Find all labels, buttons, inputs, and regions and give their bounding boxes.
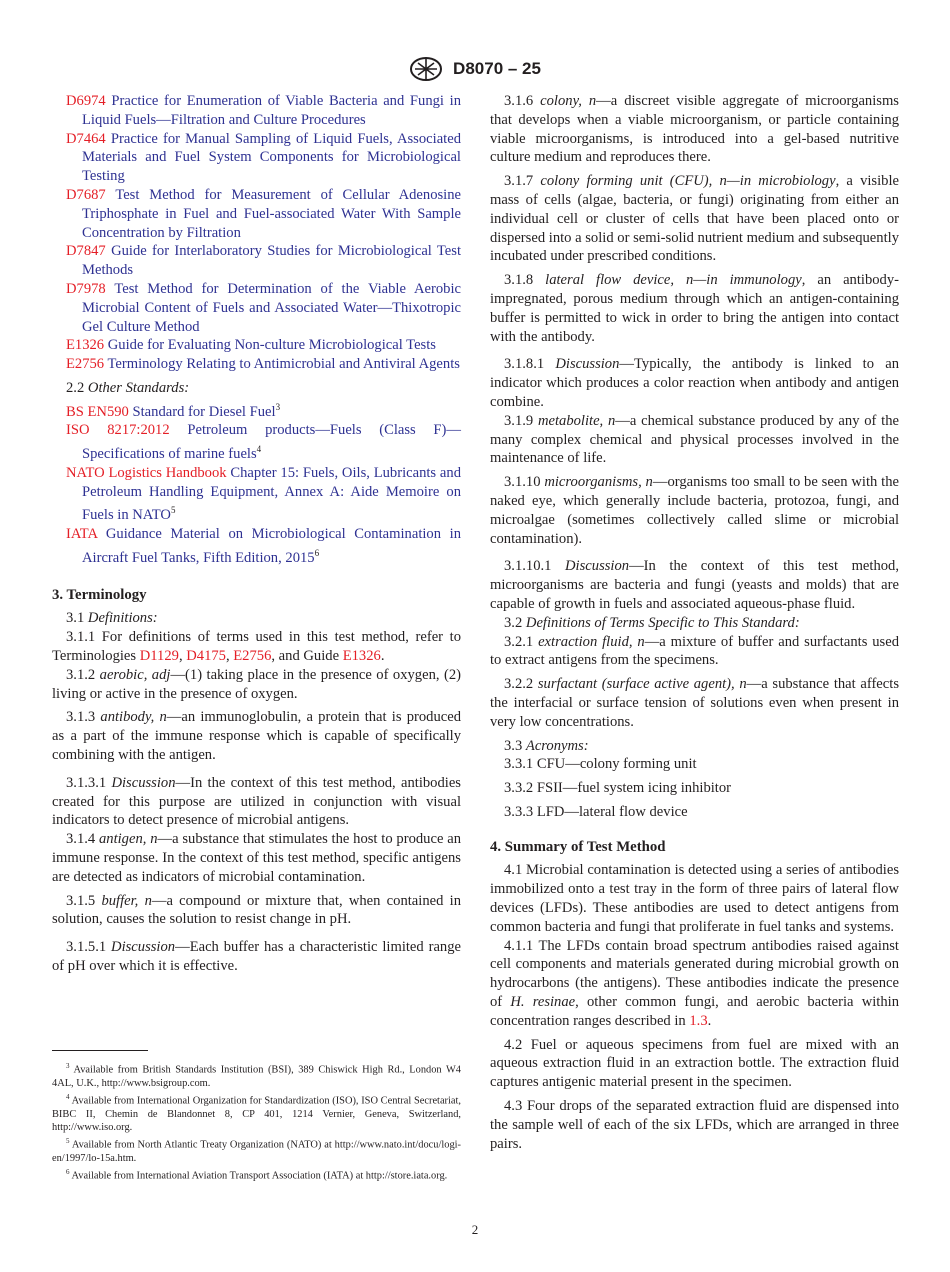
document-designation: D8070 – 25 — [453, 59, 541, 78]
footnote-marker[interactable]: 4 — [256, 444, 262, 455]
reference-code-link[interactable]: D7978 — [66, 280, 106, 297]
section-4-1-1: 4.1.1 The LFDs contain broad spectrum antibodies raised against cell components and materials generated during microbial growth on hydrocarbons (the antigens). These antibodies indicate the presence of H. resinae, other common fungi, and aerobic bacteria within concentration ranges described in 1.3. — [490, 937, 900, 1029]
reference-item — [52, 92, 461, 130]
section-3-1-5-1: 3.1.5.1 Discussion—Each buffer has a characteristic limited range of pH over which it is effective. — [52, 939, 461, 974]
section-3-2-1: 3.2.1 extraction fluid, n—a mixture of buffer and surfactants used to extract antigens from the specimens. — [490, 633, 899, 669]
footnote-number: 4 — [66, 1092, 70, 1101]
ref-link-e2756[interactable]: E2756 — [233, 647, 272, 664]
ref-link-1-3[interactable]: 1.3 — [689, 1012, 708, 1029]
section-3-1-5: 3.1.5 buffer, n—a compound or mixture that, when contained in solution, causes the solution to resist change in pH. — [52, 892, 461, 928]
page-number: 2 — [471, 1222, 479, 1237]
reference-code-link[interactable]: BS EN590 — [66, 403, 129, 420]
footnote-number: 3 — [66, 1062, 70, 1070]
footnote-number: 5 — [66, 1136, 70, 1145]
footnote-number: 6 — [66, 1167, 70, 1176]
astm-logo-icon — [409, 56, 443, 82]
footnote-marker[interactable]: 3 — [275, 401, 281, 412]
footnote-divider — [52, 1050, 148, 1051]
section-4-1: 4.1 Microbial contamination is detected using a series of antibodies immobilized onto a test tray in the form of three pairs of lateral flow devices (LFDs). These antibodies are used to detect antigens from common bacteria and fungi that proliferate in fuel tanks and systems. — [490, 862, 899, 935]
footnote-item — [52, 1166, 461, 1183]
reference-title-link[interactable]: Standard for Diesel Fuel — [132, 403, 276, 420]
section-3-1-6: 3.1.6 colony, n—a discreet visible aggregate of microorganisms that develops when a viable microorganism, or particle containing viable microorganisms, is introduced into a gel-based nutritive culture medium and reproduces there. — [490, 93, 899, 166]
footnote-text: Available from North Atlantic Treaty Organization (NATO) at http://www.nato.int/docu/logi-en/1997/lo-15a.htm. — [52, 1139, 461, 1164]
reference-item — [52, 280, 461, 336]
section-3-3: 3.3 Acronyms: — [504, 737, 589, 754]
section-3-1-1: 3.1.1 For definitions of terms used in this test method, refer to Terminologies D1129, D4175, E2756, and Guide E1326. — [52, 629, 461, 664]
section-3-3-2: 3.3.2 FSII—fuel system icing inhibitor — [504, 780, 732, 797]
section-3-1-3-1: 3.1.3.1 Discussion—In the context of this test method, antibodies created for this purpose are utilized in conjunction with visual indicators to detect presence of microbial antigens. — [52, 774, 461, 829]
reference-code-link[interactable]: E1326 — [66, 337, 105, 354]
section-3-1-10: 3.1.10 microorganisms, n—organisms too small to be seen with the naked eye, which generally include bacteria, protozoa, fungi, and microalgae (sometimes collectively called slime or microbial contamination). — [490, 474, 899, 547]
reference-title-link[interactable]: Chapter 15: Fuels, Oils, Lubricants and Petroleum Handling Equipment, Annex A: Aide Memoire on Fuels in NATO — [82, 464, 461, 524]
reference-code-link[interactable]: IATA — [66, 526, 98, 543]
reference-title-link[interactable]: Guide for Interlaboratory Studies for Microbiological Test Methods — [82, 243, 462, 279]
reference-title-link[interactable]: Petroleum products—Fuels (Class F)—Specifications of marine fuels — [82, 422, 462, 463]
section-2-2: 2.2 Other Standards: — [66, 379, 190, 396]
footnote-item — [52, 1060, 461, 1090]
section-3-1-8: 3.1.8 lateral flow device, n—in immunology, an antibody-impregnated, porous medium through which an antigen-containing buffer is permitted to wick in order to bring the antigen into contact with the antibody. — [490, 272, 900, 345]
reference-code-link[interactable]: D7464 — [66, 130, 106, 147]
reference-code-link[interactable]: NATO Logistics Handbook — [66, 464, 227, 481]
section-3-2: 3.2 Definitions of Terms Specific to This Standard: — [504, 614, 800, 631]
other-standards-list — [52, 398, 461, 568]
referenced-documents-list — [52, 92, 461, 374]
footnote-item — [52, 1135, 461, 1165]
reference-code-link[interactable]: D7687 — [66, 186, 106, 203]
reference-item — [52, 336, 461, 355]
section-4-3: 4.3 Four drops of the separated extraction fluid are dispensed into the sample well of each of the six LFDs, which are arranged in three pairs. — [490, 1098, 899, 1152]
ref-link-d1129[interactable]: D1129 — [139, 647, 179, 664]
reference-item — [52, 242, 461, 280]
footnote-item — [52, 1091, 461, 1134]
section-3-1-7: 3.1.7 colony forming unit (CFU), n—in microbiology, a visible mass of cells (algae, bacteria, or fungi) originating from either an individual cell or cluster of cells that have been placed onto or dispersed into a solid or semi-solid nutrient medium and subsequently incubated under prescribed conditions. — [490, 173, 899, 265]
reference-title-link[interactable]: Guide for Evaluating Non-culture Microbiological Tests — [107, 337, 436, 354]
reference-code-link[interactable]: ISO 8217:2012 — [66, 422, 170, 439]
right-column — [490, 92, 899, 1153]
reference-item — [52, 525, 461, 567]
page-header — [0, 56, 950, 82]
section-heading-terminology: 3. Terminology — [52, 586, 147, 603]
section-3-1-3: 3.1.3 antibody, n—an immunoglobulin, a protein that is produced as a part of the immune response which is capable of specifically combining with the antigen. — [52, 709, 462, 763]
ref-link-d4175[interactable]: D4175 — [186, 647, 226, 664]
ref-link-e1326[interactable]: E1326 — [342, 647, 381, 664]
footnote-text: Available from International Aviation Transport Association (IATA) at http://store.iata.org. — [71, 1170, 448, 1182]
section-3-3-1: 3.3.1 CFU—colony forming unit — [504, 756, 697, 773]
section-3-1: 3.1 Definitions: — [66, 610, 158, 627]
section-heading-summary: 4. Summary of Test Method — [490, 838, 666, 855]
reference-code-link[interactable]: D6974 — [66, 93, 106, 109]
reference-title-link[interactable]: Practice for Enumeration of Viable Bacteria and Fungi in Liquid Fuels—Filtration and Culture Procedures — [82, 93, 461, 128]
reference-title-link[interactable]: Test Method for Measurement of Cellular Adenosine Triphosphate in Fuel and Fuel-associated Water With Sample Concentration by Filtration — [82, 186, 461, 241]
reference-title-link[interactable]: Practice for Manual Sampling of Liquid Fuels, Associated Materials and Fuel System Components for Microbiological Testing — [82, 130, 461, 185]
footnote-text: Available from International Organization for Standardization (ISO), ISO Central Secretariat, BIBC II, Chemin de Blandonnet 8, CP 401, 1214 Vernier, Geneva, Switzerland, http://www.iso.org. — [52, 1095, 462, 1133]
reference-item — [52, 186, 461, 242]
reference-code-link[interactable]: E2756 — [66, 356, 105, 373]
reference-code-link[interactable]: D7847 — [66, 243, 106, 260]
reference-item — [52, 421, 461, 463]
section-3-1-10-1: 3.1.10.1 Discussion—In the context of this test method, microorganisms are bacteria and fungi (yeasts and molds) that are capable of growth in fuels and associated aqueous-phase fluid. — [490, 558, 899, 612]
section-3-1-8-1: 3.1.8.1 Discussion—Typically, the antibody is linked to an indicator which produces a color reaction when antibody and antigen combine. — [490, 356, 899, 410]
section-3-3-3: 3.3.3 LFD—lateral flow device — [504, 803, 688, 820]
section-3-1-2: 3.1.2 aerobic, adj—(1) taking place in the presence of oxygen, (2) living or active in the presence of oxygen. — [52, 666, 461, 702]
section-3-1-9: 3.1.9 metabolite, n—a chemical substance produced by any of the many complex chemical and physical processes involved in the maintenance of life. — [490, 412, 899, 467]
reference-title-link[interactable]: Terminology Relating to Antimicrobial and Antiviral Agents — [107, 356, 460, 373]
reference-item — [52, 130, 461, 186]
left-column — [52, 92, 461, 976]
footnote-marker[interactable]: 6 — [314, 547, 320, 558]
section-3-2-2: 3.2.2 surfactant (surface active agent), n—a substance that affects the interfacial or surface tension of solutions even when present in very low concentrations. — [490, 676, 899, 730]
reference-title-link[interactable]: Guidance Material on Microbiological Contamination in Aircraft Fuel Tanks, Fifth Edition, 2015 — [82, 526, 461, 566]
reference-item — [52, 398, 461, 422]
section-4-2: 4.2 Fuel or aqueous specimens from fuel are mixed with an aqueous extraction fluid in an extraction bottle. The extraction fluid captures antigenic material present in the specimen. — [490, 1036, 899, 1091]
reference-item — [52, 355, 461, 374]
footnotes — [52, 1060, 461, 1184]
reference-title-link[interactable]: Test Method for Determination of the Viable Aerobic Microbial Content of Fuels and Associated Water—Thixotropic Gel Culture Method — [82, 280, 462, 335]
footnote-text: Available from British Standards Institution (BSI), 389 Chiswick High Rd., London W4 4AL, U.K., http://www.bsigroup.com. — [52, 1064, 461, 1089]
footnote-marker[interactable]: 5 — [170, 505, 176, 516]
section-3-1-4: 3.1.4 antigen, n—a substance that stimulates the host to produce an immune response. In the context of this test method, specific antigens are detected as indicators of microbial contamination. — [52, 831, 461, 885]
reference-item — [52, 464, 461, 525]
